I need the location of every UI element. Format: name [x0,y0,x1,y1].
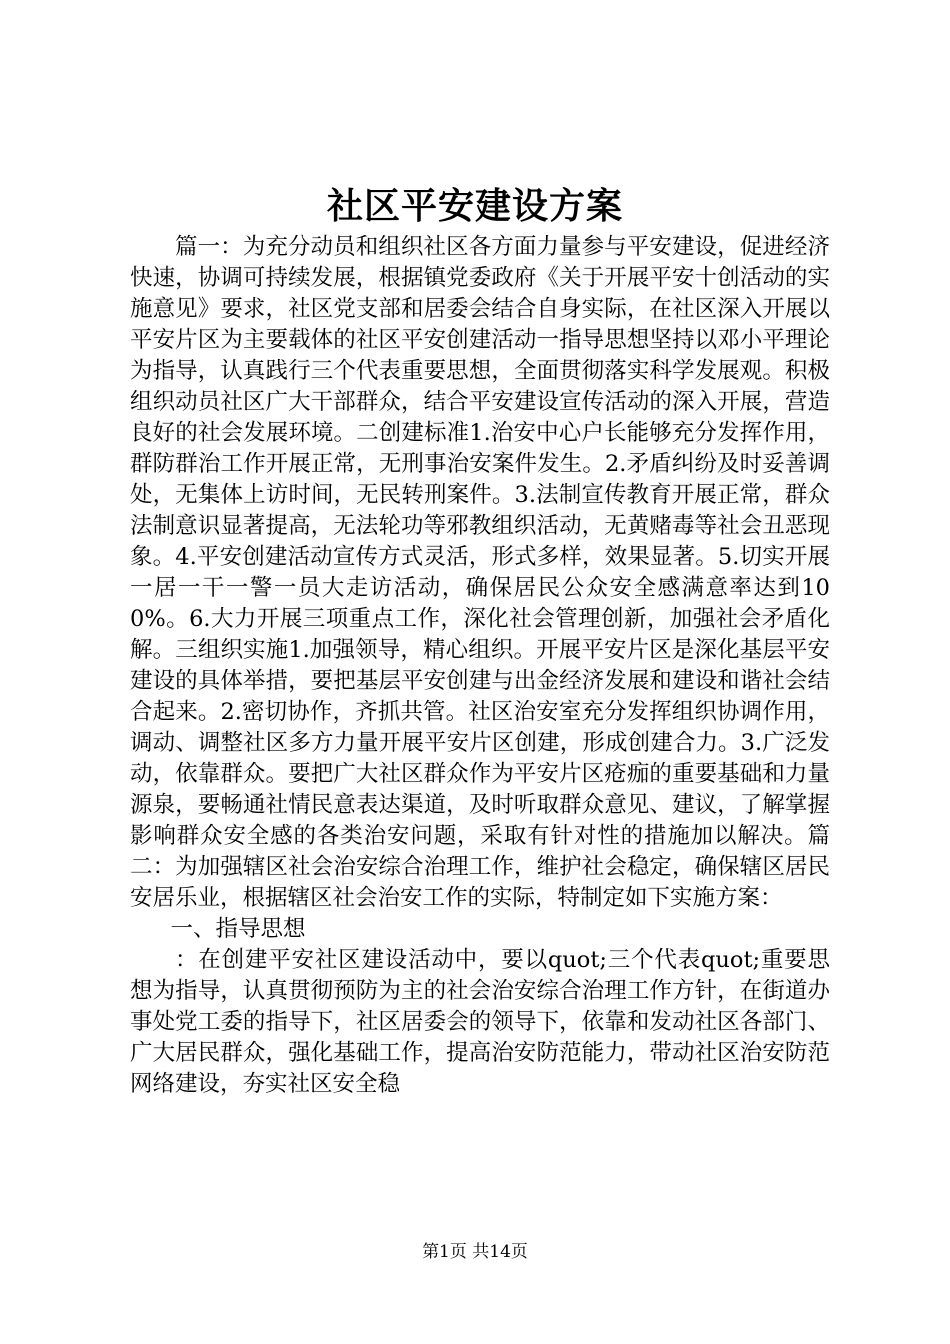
document-title: 社区平安建设方案 [326,185,623,227]
document-body [130,232,830,1100]
page-footer: 第1页 共14页 [422,1242,528,1262]
paragraph-1: 篇一：为充分动员和组织社区各方面力量参与平安建设，促进经济快速，协调可持续发展，根据镇党委政府《关于开展平安十创活动的实施意见》要求，社区党支部和居委会结合自身实际，在社区深入开展以平安片区为主要载体的社区平安创建活动一指导思想坚持以邓小平理论为指导，认真践行三个代表重要思想，全面贯彻落实科学发展观。积极组织动员社区广大干部群众，结合平安建设宣传活动的深入开展，营造良好的社会发展环境。二创建标准1.治安中心户长能够充分发挥作用，群防群治工作开展正常，无刑事治安案件发生。2.矛盾纠纷及时妥善调处，无集体上访时间，无民转刑案件。3.法制宣传教育开展正常，群众法制意识显著提高，无法轮功等邪教组织活动，无黄赌毒等社会丑恶现象。4.平安创建活动宣传方式灵活，形式多样，效果显著。5.切实开展一居一干一警一员大走访活动，确保居民公众安全感满意率达到100%。6.大力开展三项重点工作，深化社会管理创新，加强社会矛盾化解。三组织实施1.加强领导，精心组织。开展平安片区是深化基层平安建设的具体举措，要把基层平安创建与出金经济发展和建设和谐社会结合起来。2.密切协作，齐抓共管。社区治安室充分发挥组织协调作用，调动、调整社区多方力量开展平安片区创建，形成创建合力。3.广泛发动，依靠群众。要把广大社区群众作为平安片区疮痂的重要基础和力量源泉，要畅通社情民意表达渠道，及时听取群众意见、建议，了解掌握影响群众安全感的各类治安问题，采取有针对性的措施加以解决。篇二：为加强辖区社会治安综合治理工作，维护社会稳定，确保辖区居民安居乐业，根据辖区社会治安工作的实际，特制定如下实施方案： [130,234,830,911]
paragraph-heading-guiding-ideology: 一、指导思想 [170,916,306,942]
paragraph-2: ：在创建平安社区建设活动中，要以quot;三个代表quot;重要思想为指导，认真贯彻预防为主的社会治安综合治理工作方针，在街道办事处党工委的指导下，社区居委会的领导下，依靠和发动社区各部门、广大居民群众，强化基础工作，提高治安防范能力，带动社区治安防范网络建设，夯实社区安全稳 [130,947,830,1097]
